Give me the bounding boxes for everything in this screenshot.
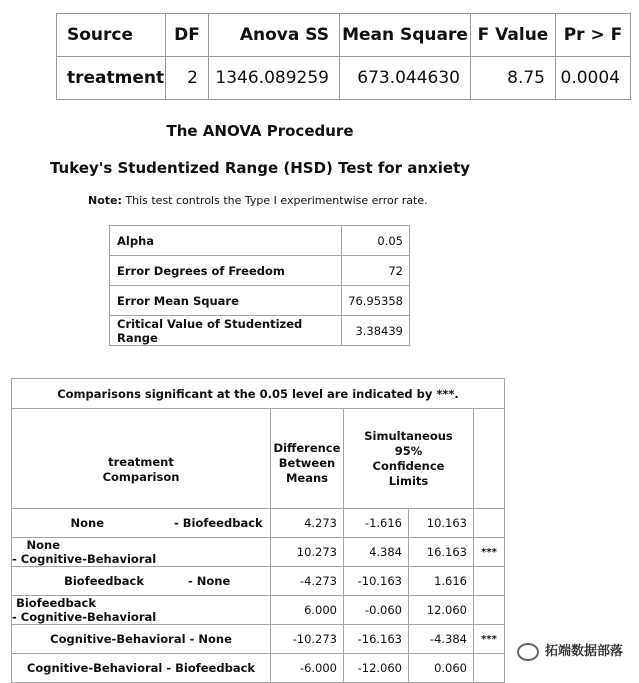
- anova-data-row: [57, 57, 631, 100]
- comparison-first: Cognitive-Behavioral: [50, 632, 186, 646]
- anova-header-row: [57, 14, 631, 57]
- watermark: [517, 640, 623, 661]
- anova-header-ss: Anova SS: [209, 14, 340, 57]
- comparison-label: [12, 625, 271, 654]
- comparison-row: [12, 567, 505, 596]
- stats-label: Critical Value of Studentized Range: [110, 316, 342, 346]
- anova-source: treatment: [57, 57, 166, 100]
- comparisons-caption-row: [12, 379, 505, 409]
- comparison-label: [12, 596, 271, 625]
- difference-value: 6.000: [271, 596, 344, 625]
- header-difference: [271, 409, 344, 509]
- header-limits-line: 95%: [394, 443, 423, 458]
- stats-label: Error Degrees of Freedom: [110, 256, 342, 286]
- difference-value: -6.000: [271, 654, 344, 683]
- upper-limit: -4.384: [409, 625, 474, 654]
- anova-df: 2: [166, 57, 209, 100]
- upper-limit: 0.060: [409, 654, 474, 683]
- comparisons-caption: Comparisons significant at the 0.05 level are indicated by ***.: [12, 379, 505, 409]
- comparison-row: [12, 538, 505, 567]
- anova-header-p: Pr > F: [556, 14, 631, 57]
- difference-value: 10.273: [271, 538, 344, 567]
- comparison-row: [12, 625, 505, 654]
- header-significance: [474, 409, 505, 509]
- anova-ms: 673.044630: [340, 57, 471, 100]
- comparison-second: - Biofeedback: [166, 661, 256, 675]
- significance-marker: ***: [474, 625, 505, 654]
- comparison-first: Biofeedback: [16, 596, 96, 610]
- stats-row: [110, 316, 410, 346]
- comparison-second: - Cognitive-Behavioral: [12, 552, 157, 566]
- anova-p: 0.0004: [556, 57, 631, 100]
- procedure-title: The ANOVA Procedure: [166, 122, 354, 140]
- comparison-row: [12, 509, 505, 538]
- upper-limit: 1.616: [409, 567, 474, 596]
- upper-limit: 12.060: [409, 596, 474, 625]
- comparison-second: - None: [188, 574, 231, 588]
- header-difference-line: Means: [285, 471, 329, 485]
- comparison-second: - Biofeedback: [174, 516, 263, 530]
- lower-limit: -1.616: [344, 509, 409, 538]
- header-limits: [344, 409, 474, 509]
- lower-limit: -10.163: [344, 567, 409, 596]
- anova-f: 8.75: [471, 57, 556, 100]
- stats-row: [110, 256, 410, 286]
- comparison-label: [12, 567, 271, 596]
- stats-value: 3.38439: [342, 316, 410, 346]
- comparison-row: [12, 596, 505, 625]
- comparison-second: - None: [189, 632, 232, 646]
- header-limits-line: Confidence: [372, 458, 445, 473]
- difference-value: -4.273: [271, 567, 344, 596]
- difference-value: -10.273: [271, 625, 344, 654]
- header-limits-line: Simultaneous: [364, 428, 453, 443]
- anova-header-source: Source: [57, 14, 166, 57]
- significance-marker: [474, 654, 505, 683]
- stats-value: 76.95358: [342, 286, 410, 316]
- header-difference-line: Difference: [273, 441, 341, 455]
- anova-header-df: DF: [166, 14, 209, 57]
- upper-limit: 16.163: [409, 538, 474, 567]
- significance-marker: [474, 509, 505, 538]
- tukey-title: Tukey's Studentized Range (HSD) Test for anxiety: [49, 159, 471, 177]
- comparison-first: None: [70, 516, 104, 530]
- comparison-label: [12, 509, 271, 538]
- comparisons-table: [11, 378, 505, 683]
- header-limits-line: Limits: [388, 473, 429, 488]
- comparisons-header-row: [12, 409, 505, 509]
- watermark-text: 拓端数据部落: [544, 644, 623, 659]
- note-label: Note:: [88, 194, 122, 207]
- difference-value: 4.273: [271, 509, 344, 538]
- upper-limit: 10.163: [409, 509, 474, 538]
- lower-limit: -12.060: [344, 654, 409, 683]
- stats-label: Alpha: [110, 226, 342, 256]
- comparison-first: Biofeedback: [64, 574, 144, 588]
- header-comparison: [12, 409, 271, 509]
- header-difference-line: Between: [278, 456, 336, 470]
- significance-marker: [474, 567, 505, 596]
- stats-label: Error Mean Square: [110, 286, 342, 316]
- note: [88, 194, 428, 207]
- comparison-second: - Cognitive-Behavioral: [12, 610, 157, 624]
- anova-table: [56, 13, 631, 100]
- significance-marker: ***: [474, 538, 505, 567]
- anova-header-ms: Mean Square: [340, 14, 471, 57]
- comparison-row: [12, 654, 505, 683]
- lower-limit: -0.060: [344, 596, 409, 625]
- header-comparison-line: Comparison: [102, 469, 180, 484]
- lower-limit: 4.384: [344, 538, 409, 567]
- lower-limit: -16.163: [344, 625, 409, 654]
- comparison-first: Cognitive-Behavioral: [26, 661, 163, 675]
- chat-bubble-icon: [517, 643, 539, 661]
- stats-row: [110, 286, 410, 316]
- significance-marker: [474, 596, 505, 625]
- comparison-label: [12, 538, 271, 567]
- stats-value: 0.05: [342, 226, 410, 256]
- stats-table: [109, 225, 410, 346]
- stats-row: [110, 226, 410, 256]
- anova-ss: 1346.089259: [209, 57, 340, 100]
- stats-value: 72: [342, 256, 410, 286]
- comparison-label: [12, 654, 271, 683]
- comparison-first: None: [26, 538, 60, 552]
- note-text: This test controls the Type I experimentwise error rate.: [125, 194, 428, 207]
- anova-header-f: F Value: [471, 14, 556, 57]
- header-comparison-line: treatment: [108, 454, 174, 469]
